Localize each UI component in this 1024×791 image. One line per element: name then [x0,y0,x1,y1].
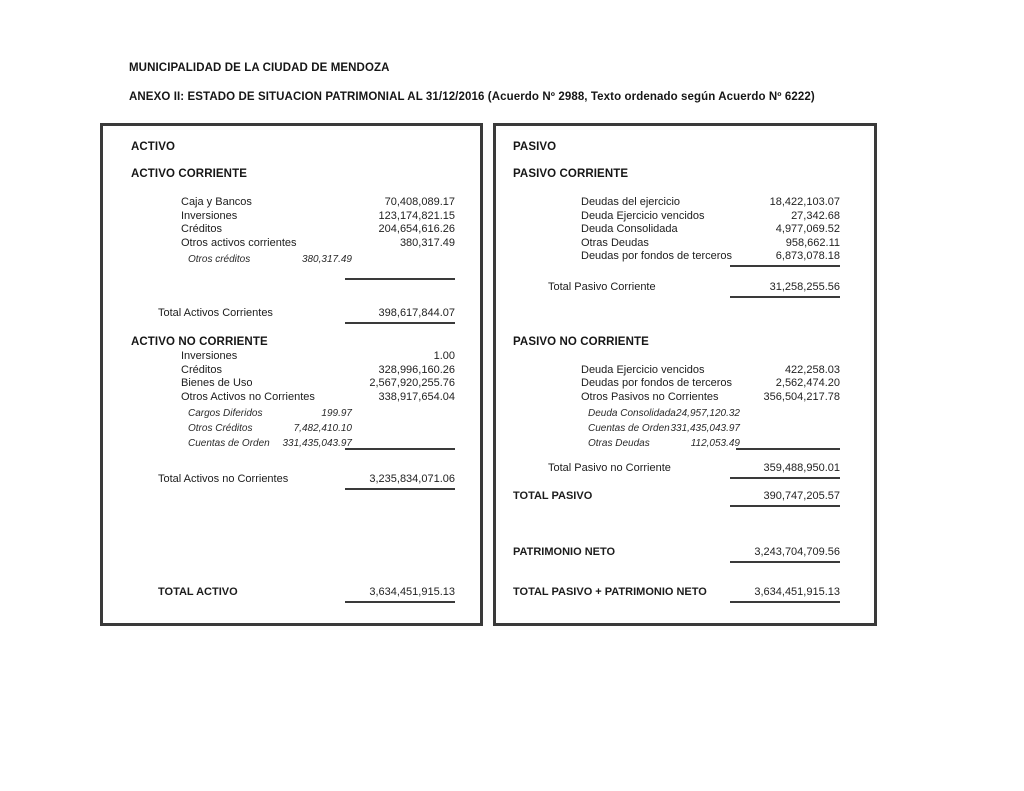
row-bienes-de-uso [103,377,480,391]
row-deudas-fondos-terceros [496,250,874,264]
total-label: Total Pasivo Corriente [548,281,656,293]
subrow-value: 24,957,120.32 [676,408,740,419]
row-label: Inversiones [181,350,238,362]
row-label: Créditos [181,364,222,376]
row-label: Inversiones [181,210,238,222]
row-value: 4,977,069.52 [775,223,840,235]
row-value: 958,662.11 [785,237,840,249]
subrow-value: 112,053.49 [690,438,740,449]
section-label: PASIVO [513,141,557,153]
row-creditos-no-corriente [103,364,480,378]
total-value: 359,488,950.01 [730,462,840,479]
row-label: Créditos [181,223,222,235]
row-label: Bienes de Uso [181,377,253,389]
subrow-label: Deuda Consolidada [588,408,676,419]
row-deudas-fondos-terceros-nc [496,377,874,391]
subrow-cuentas-de-orden-pasivo [496,422,874,436]
row-value: 123,174,821.15 [378,210,455,222]
row-label: Deuda Ejercicio vencidos [581,364,705,376]
row-total-pasivo [496,490,874,504]
section-label: PASIVO CORRIENTE [513,168,629,180]
total-label: Total Pasivo no Corriente [548,462,671,474]
subrow-otros-creditos-nc [103,422,480,436]
row-otros-activos-corrientes [103,237,480,251]
subrow-value: 199.97 [321,408,352,419]
total-value: 31,258,255.56 [730,281,840,298]
row-value: 18,422,103.07 [769,196,840,208]
row-total-pasivo-mas-patrimonio [496,586,874,600]
row-value: 328,996,160.26 [378,364,455,376]
subrow-label: Cuentas de Orden [188,438,270,449]
activo-panel [100,123,483,626]
section-label: ACTIVO NO CORRIENTE [131,336,268,348]
row-label: Otros Activos no Corrientes [181,391,315,403]
subrow-value: 7,482,410.10 [293,423,352,434]
row-label: Otros activos corrientes [181,237,297,249]
activo-no-corriente-heading [103,336,480,350]
subrow-cargos-diferidos [103,407,480,421]
grand-total-label: TOTAL PASIVO + PATRIMONIO NETO [513,586,707,598]
row-otros-pasivos-no-corrientes [496,391,874,405]
row-caja-y-bancos [103,196,480,210]
grand-total-label: PATRIMONIO NETO [513,546,616,558]
row-inversiones-corriente [103,210,480,224]
section-label: ACTIVO [131,141,176,153]
row-total-activos-no-corrientes [103,473,480,487]
total-value: 3,235,834,071.06 [345,473,455,490]
subrow-label: Otros créditos [188,254,251,265]
row-label: Caja y Bancos [181,196,252,208]
subrow-label: Otros Créditos [188,423,253,434]
pasivo-corriente-heading [496,168,874,182]
subrow-label: Otras Deudas [588,438,650,449]
row-value: 2,562,474.20 [775,377,840,389]
row-total-pasivo-corriente [496,281,874,295]
row-value: 70,408,089.17 [384,196,455,208]
row-value: 2,567,920,255.76 [369,377,455,389]
total-label: Total Activos no Corrientes [158,473,289,485]
row-total-activo [103,586,480,600]
grand-total-value: 390,747,205.57 [730,490,840,507]
section-label: PASIVO NO CORRIENTE [513,336,649,348]
row-value: 204,654,616.26 [378,223,455,235]
row-value: 422,258.03 [784,364,840,376]
activo-section-title [103,141,480,155]
subrow-value: 331,435,043.97 [282,438,352,449]
grand-total-value: 3,243,704,709.56 [730,546,840,563]
row-label: Deuda Ejercicio vencidos [581,210,705,222]
document-title: MUNICIPALIDAD DE LA CIUDAD DE MENDOZA [129,62,390,74]
row-value: 27,342.68 [791,210,840,222]
row-deuda-ejercicio-vencidos-nc [496,364,874,378]
row-total-pasivo-no-corriente [496,462,874,476]
subrow-value: 331,435,043.97 [670,423,740,434]
row-value: 1.00 [433,350,455,362]
subtotal-rule [345,448,455,450]
row-label: Deuda Consolidada [581,223,678,235]
row-label: Otros Pasivos no Corrientes [581,391,719,403]
subrow-value: 380,317.49 [301,254,352,265]
section-label: ACTIVO CORRIENTE [131,168,247,180]
row-inversiones-no-corriente [103,350,480,364]
subrow-otros-creditos [103,253,480,267]
activo-corriente-heading [103,168,480,182]
grand-total-value: 3,634,451,915.13 [730,586,840,603]
subtotal-rule [736,448,840,450]
row-patrimonio-neto [496,546,874,560]
total-label: Total Activos Corrientes [158,307,273,319]
pasivo-panel [493,123,877,626]
grand-total-label: TOTAL PASIVO [513,490,593,502]
subrow-label: Cuentas de Orden [588,423,670,434]
pasivo-section-title [496,141,874,155]
row-label: Deudas por fondos de terceros [581,250,733,262]
row-value: 356,504,217.78 [763,391,840,403]
row-otros-activos-no-corrientes [103,391,480,405]
document-subtitle: ANEXO II: ESTADO DE SITUACION PATRIMONIAL AL 31/12/2016 (Acuerdo Nº 2988, Texto ordenado según Acuerdo Nº 6222) [129,91,815,103]
grand-total-value: 3,634,451,915.13 [345,586,455,603]
row-deuda-ejercicio-vencidos [496,210,874,224]
row-creditos-corriente [103,223,480,237]
subrow-deuda-consolidada [496,407,874,421]
row-value: 338,917,654.04 [378,391,455,403]
row-label: Deudas del ejercicio [581,196,681,208]
row-deudas-del-ejercicio [496,196,874,210]
row-label: Deudas por fondos de terceros [581,377,733,389]
row-value: 380,317.49 [399,237,455,249]
row-otras-deudas [496,237,874,251]
subtotal-rule [345,278,455,280]
pasivo-no-corriente-heading [496,336,874,350]
grand-total-label: TOTAL ACTIVO [158,586,238,598]
total-value: 398,617,844.07 [345,307,455,324]
row-deuda-consolidada [496,223,874,237]
subrow-label: Cargos Diferidos [188,408,263,419]
row-total-activos-corrientes [103,307,480,321]
row-label: Otras Deudas [581,237,649,249]
row-value: 6,873,078.18 [730,250,840,267]
